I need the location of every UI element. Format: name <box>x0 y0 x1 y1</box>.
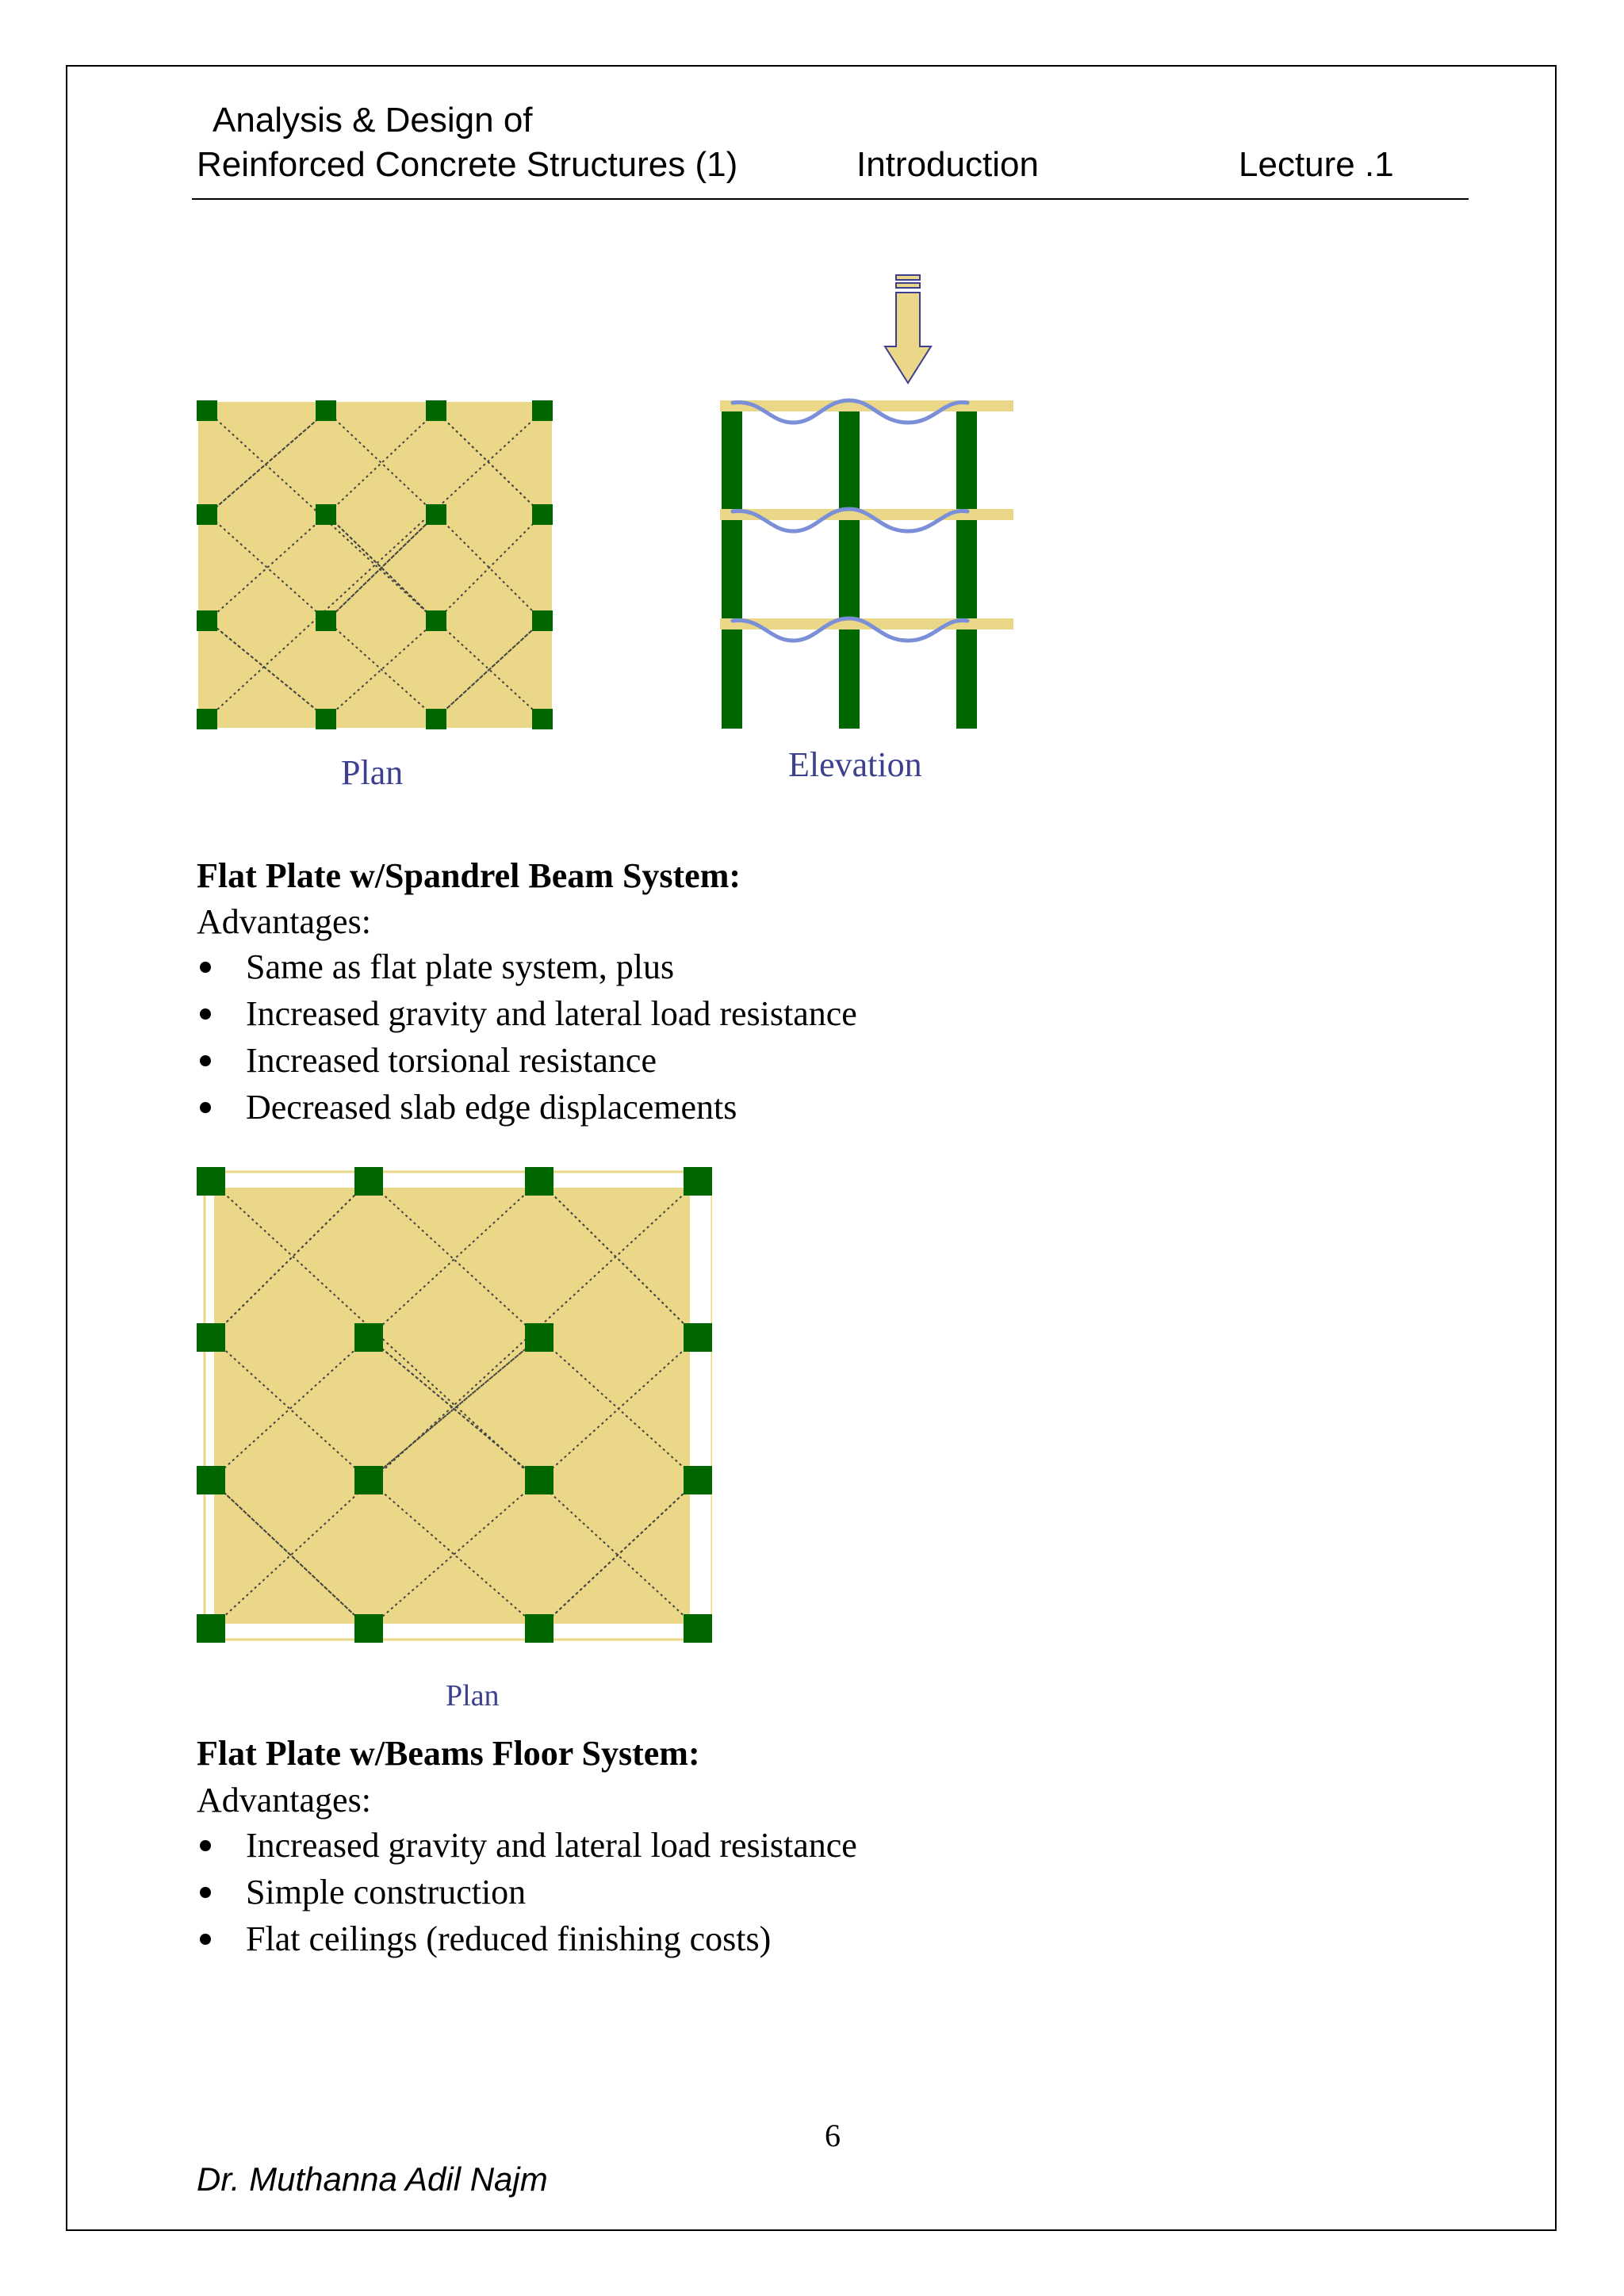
list-item: Increased gravity and lateral load resistance <box>197 990 857 1037</box>
section-title-beams: Flat Plate w/Beams Floor System: <box>197 1734 700 1773</box>
flat-plate-plan-diagram <box>197 400 553 729</box>
bullet-icon <box>200 1102 211 1113</box>
bullet-icon <box>200 1934 211 1945</box>
advantages-label-1: Advantages: <box>197 902 371 941</box>
header-topic: Introduction <box>856 145 1039 184</box>
advantages-label-2: Advantages: <box>197 1781 371 1820</box>
bullet-icon <box>200 1887 211 1898</box>
list-item: Simple construction <box>197 1869 857 1915</box>
bullet-icon <box>200 1840 211 1851</box>
bullet-icon <box>200 1055 211 1066</box>
advantages-list-2 <box>197 1822 857 1962</box>
author-name: Dr. Muthanna Adil Najm <box>197 2160 548 2198</box>
load-arrow-icon <box>885 275 931 383</box>
plan-caption-1: Plan <box>341 753 404 792</box>
list-item: Flat ceilings (reduced finishing costs) <box>197 1915 857 1962</box>
column-segments <box>722 411 977 729</box>
list-item: Increased gravity and lateral load resistance <box>197 1822 857 1869</box>
list-item: Decreased slab edge displacements <box>197 1084 857 1131</box>
elevation-caption: Elevation <box>788 745 922 784</box>
flat-plate-elevation-diagram <box>714 274 1023 729</box>
list-item: Same as flat plate system, plus <box>197 943 857 990</box>
advantages-list-1 <box>197 943 857 1131</box>
page-number: 6 <box>825 2118 841 2153</box>
bullet-icon <box>200 1008 211 1020</box>
section-title-spandrel: Flat Plate w/Spandrel Beam System: <box>197 856 741 895</box>
bullet-icon <box>200 962 211 973</box>
plan-caption-2: Plan <box>446 1679 500 1712</box>
header-course-line2: Reinforced Concrete Structures (1) <box>197 145 738 184</box>
header-rule <box>192 198 1469 200</box>
spandrel-beam-plan-diagram <box>197 1167 712 1643</box>
header-lecture: Lecture .1 <box>1239 145 1394 184</box>
list-item: Increased torsional resistance <box>197 1037 857 1084</box>
header-course-line1: Analysis & Design of <box>213 101 533 140</box>
